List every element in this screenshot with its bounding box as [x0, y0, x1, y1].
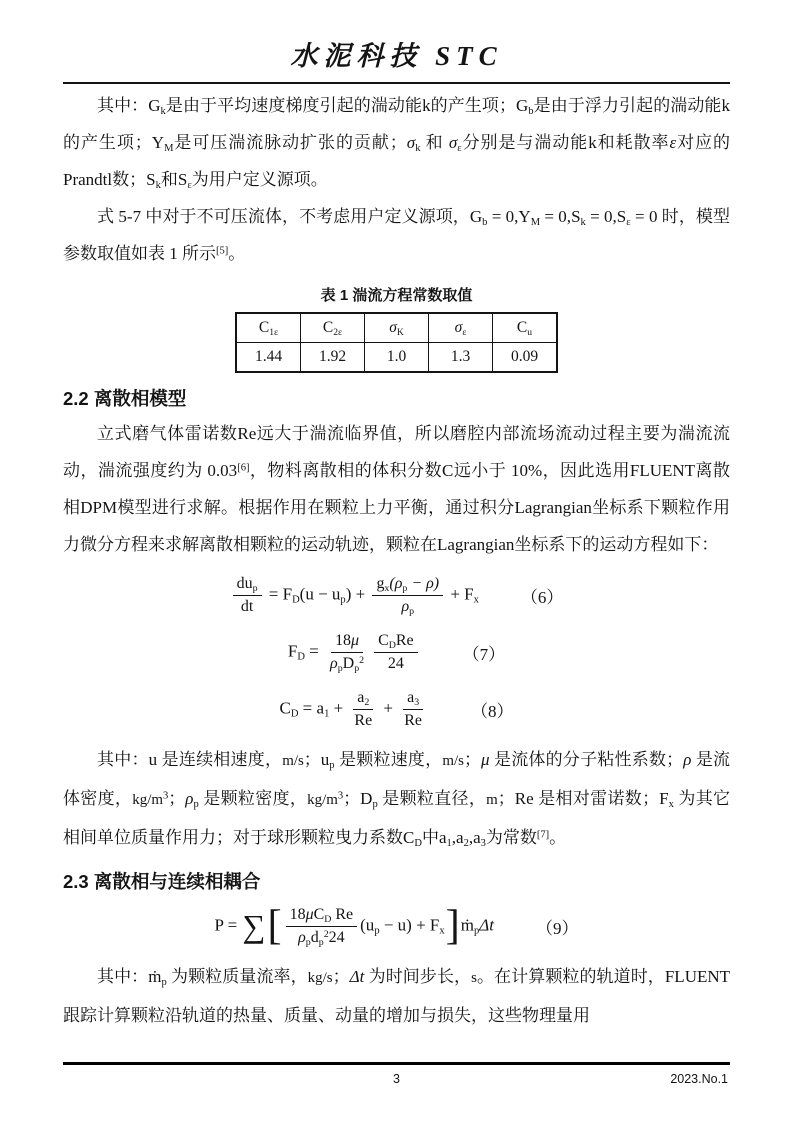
- equation-6-body: $\frac{du_p}{dt}$ = $F_D(u - u_p)$ + $\frac{g_x(\rho_p - \rho)}{\rho_p}$ + $F_x$: [230, 574, 479, 617]
- equation-7-number: （7）: [462, 644, 506, 664]
- issue-label: 2023.No.1: [670, 1072, 728, 1086]
- equation-8: [63, 684, 730, 734]
- table-header-cell-sigma-k: $\sigma_K$: [365, 313, 429, 343]
- paragraph-coupling-definitions: 其中：ṁ$_p$ 为颗粒质量流率，kg/s；Δt 为时间步长，s。在计算颗粒的轨道时，FLUENT跟踪计算颗粒沿轨道的热量、质量、动量的增加与损失，这些物理量用: [63, 967, 731, 1025]
- equation-7: [63, 627, 730, 677]
- equation-8-number: （8）: [471, 701, 514, 721]
- header-rule: [63, 82, 730, 84]
- table-value-cell: 1.92: [301, 343, 365, 373]
- equation-8-body: $C_D = a_1$ + $\frac{a_2}{Re}$ + $\frac{a_3}{Re}$: [279, 688, 423, 729]
- table-value-cell: 1.0: [365, 343, 429, 373]
- section-heading-2-3: 2.3 离散相与连续相耦合: [63, 871, 261, 892]
- table-header-cell-c2e: $C_{2\varepsilon}$: [301, 313, 365, 343]
- equation-6-number: （6）: [520, 587, 564, 607]
- table-value-cell: 1.44: [236, 343, 301, 373]
- equation-6: [63, 570, 730, 620]
- journal-title: 水泥科技 STC: [290, 41, 503, 71]
- table-header-cell-cu: $C_u$: [493, 313, 558, 343]
- table-header-cell-sigma-e: $\sigma_\varepsilon$: [429, 313, 493, 343]
- equation-9-number: （9）: [536, 918, 579, 938]
- table-value-cell: 1.3: [429, 343, 493, 373]
- paragraph-model-constants: 式 5-7 中对于不可压流体，不考虑用户定义源项，$G_b = 0,Y_M = 0,S_k = 0,S_\varepsilon = 0$ 时，模型参数取值如表 1 所示[5]。: [63, 207, 731, 263]
- equation-9: [63, 901, 730, 951]
- table-value-row: [236, 343, 557, 373]
- table-value-cell: 0.09: [493, 343, 558, 373]
- footer-rule: [63, 1062, 730, 1065]
- table-caption: 表 1 湍流方程常数取值: [320, 287, 473, 304]
- table-header-row: [236, 313, 557, 343]
- equation-9-body: P = ∑[ $\frac{18\mu C_D Re}{\rho_pd_p^224}$ $(u_p - u)$ + $F_x]ṁ_p\Delta t$: [214, 902, 494, 949]
- paragraph-symbol-definitions: 其中：u 是连续相速度，m/s；$u_p$ 是颗粒速度，m/s；μ 是流体的分子粘性系数；ρ 是流体密度，$kg/m^3$；$\rho_p$ 是颗粒密度，$kg/m^3$；$D_p$ 是颗粒直径，m；Re 是相对雷诺数；$F_x$ 为其它相间单位质量作用力；对于球形颗粒曳力系数$C_D$中$a_1,a_2,a_3$为常数[7]。: [63, 750, 731, 850]
- page-header: [63, 34, 730, 84]
- table-header-cell-c1e: $C_{1\varepsilon}$: [236, 313, 301, 343]
- constants-table: [235, 312, 558, 373]
- paragraph-turbulence-terms: 其中：$G_k$是由于平均速度梯度引起的湍动能k的产生项；$G_b$是由于浮力引起的湍动能k的产生项；$Y_M$是可压湍流脉动扩张的贡献；$\sigma_k$ 和 $\sigma_\varepsilon$分别是与湍动能k和耗散率ε对应的Prandtl数；$S_k$和$S_\varepsilon$为用户定义源项。: [63, 96, 731, 192]
- section-heading-2-2: 2.2 离散相模型: [63, 388, 187, 409]
- page-footer: [63, 1062, 730, 1090]
- paragraph-dpm-model: 立式磨气体雷诺数Re远大于湍流临界值，所以磨腔内部流场流动过程主要为湍流流动，湍流强度约为 0.03[6]，物料离散相的体积分数C远小于 10%，因此选用FLUENT离散相DPM模型进行求解。根据作用在颗粒上力平衡，通过积分Lagrangian坐标系下颗粒作用力微分方程来求解离散相颗粒的运动轨迹，颗粒在Lagrangian坐标系下的运动方程如下：: [63, 424, 731, 554]
- equation-7-body: $F_D$ = $\frac{18\mu}{\rho_pD_p^2}$ $\frac{C_DRe}{24}$: [288, 631, 421, 674]
- page-number: 3: [393, 1072, 400, 1086]
- footer-row: [63, 1072, 730, 1090]
